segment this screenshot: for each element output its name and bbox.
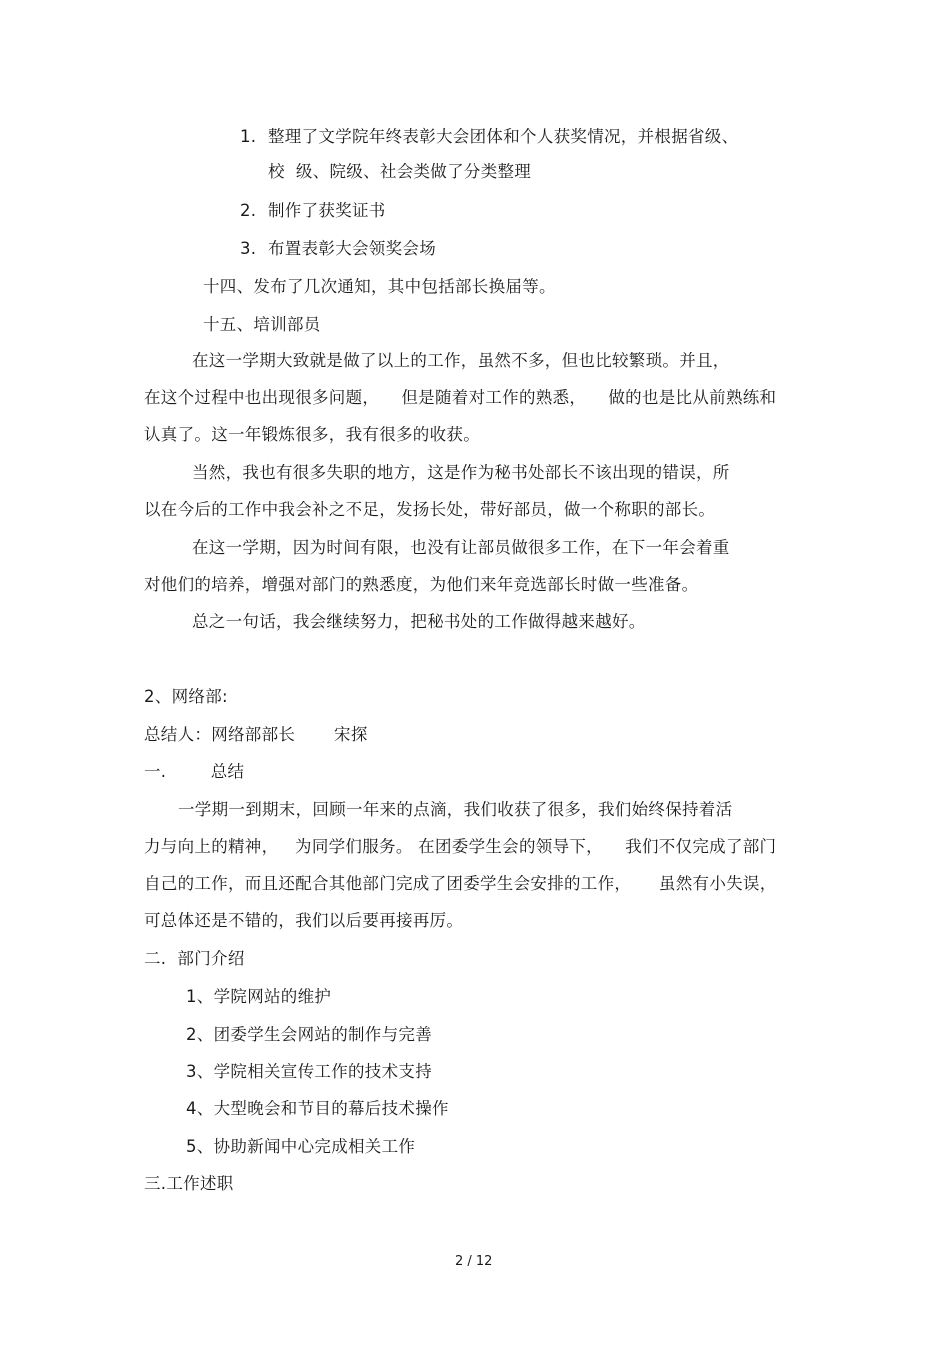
summarizer-line: 总结人：网络部部长 宋探	[144, 725, 368, 744]
section-heading: 一. 总结	[144, 762, 245, 781]
list-item: 4、大型晚会和节目的幕后技术操作	[186, 1099, 449, 1118]
section-heading: 三.工作述职	[144, 1174, 234, 1193]
paragraph-line: 在这一学期，因为时间有限，也没有让部员做很多工作，在下一年会着重	[192, 538, 730, 557]
list-item: 布置表彰大会领奖会场	[268, 239, 436, 258]
paragraph-line: 自己的工作，而且还配合其他部门完成了团委学生会安排的工作， 虽然有小失误，	[144, 874, 777, 893]
paragraph-line: 力与向上的精神， 为同学们服务。 在团委学生会的领导下， 我们不仅完成了部门	[144, 837, 777, 856]
list-item: 2、团委学生会网站的制作与完善	[186, 1025, 432, 1044]
list-item: 1、学院网站的维护	[186, 987, 332, 1006]
list-item-continuation: 校 级、院级、社会类做了分类整理	[268, 162, 532, 181]
paragraph-line: 可总体还是不错的，我们以后要再接再厉。	[144, 911, 464, 930]
list-number: 1.	[240, 127, 257, 146]
paragraph-line: 总之一句话，我会继续努力，把秘书处的工作做得越来越好。	[192, 612, 646, 631]
paragraph-line: 在这一学期大致就是做了以上的工作，虽然不多，但也比较繁琐。并且，	[192, 351, 730, 370]
list-item: 3、学院相关宣传工作的技术支持	[186, 1062, 432, 1081]
paragraph-line: 以在今后的工作中我会补之不足，发扬长处，带好部员，做一个称职的部长。	[144, 500, 716, 519]
list-number: 3.	[240, 239, 257, 258]
paragraph-line: 认真了。这一年锻炼很多，我有很多的收获。	[144, 425, 480, 444]
section-heading: 十五、培训部员	[203, 315, 321, 334]
list-number: 2.	[240, 201, 257, 220]
list-item: 制作了获奖证书	[268, 201, 386, 220]
list-item: 整理了文学院年终表彰大会团体和个人获奖情况，并根据省级、	[268, 127, 739, 146]
paragraph-line: 在这个过程中也出现很多问题， 但是随着对工作的熟悉， 做的也是比从前熟练和	[144, 388, 777, 407]
paragraph-line: 一学期一到期末，回顾一年来的点滴，我们收获了很多，我们始终保持着活	[178, 800, 733, 819]
paragraph-line: 当然，我也有很多失职的地方，这是作为秘书处部长不该出现的错误，所	[192, 463, 730, 482]
paragraph-line: 对他们的培养，增强对部门的熟悉度，为他们来年竞选部长时做一些准备。	[144, 575, 699, 594]
list-item: 5、协助新闻中心完成相关工作	[186, 1137, 416, 1156]
section-heading: 二. 部门介绍	[144, 949, 245, 968]
section-heading: 十四、发布了几次通知，其中包括部长换届等。	[203, 277, 556, 296]
department-heading: 2、网络部:	[144, 687, 228, 706]
page-number: 2 / 12	[455, 1254, 493, 1269]
